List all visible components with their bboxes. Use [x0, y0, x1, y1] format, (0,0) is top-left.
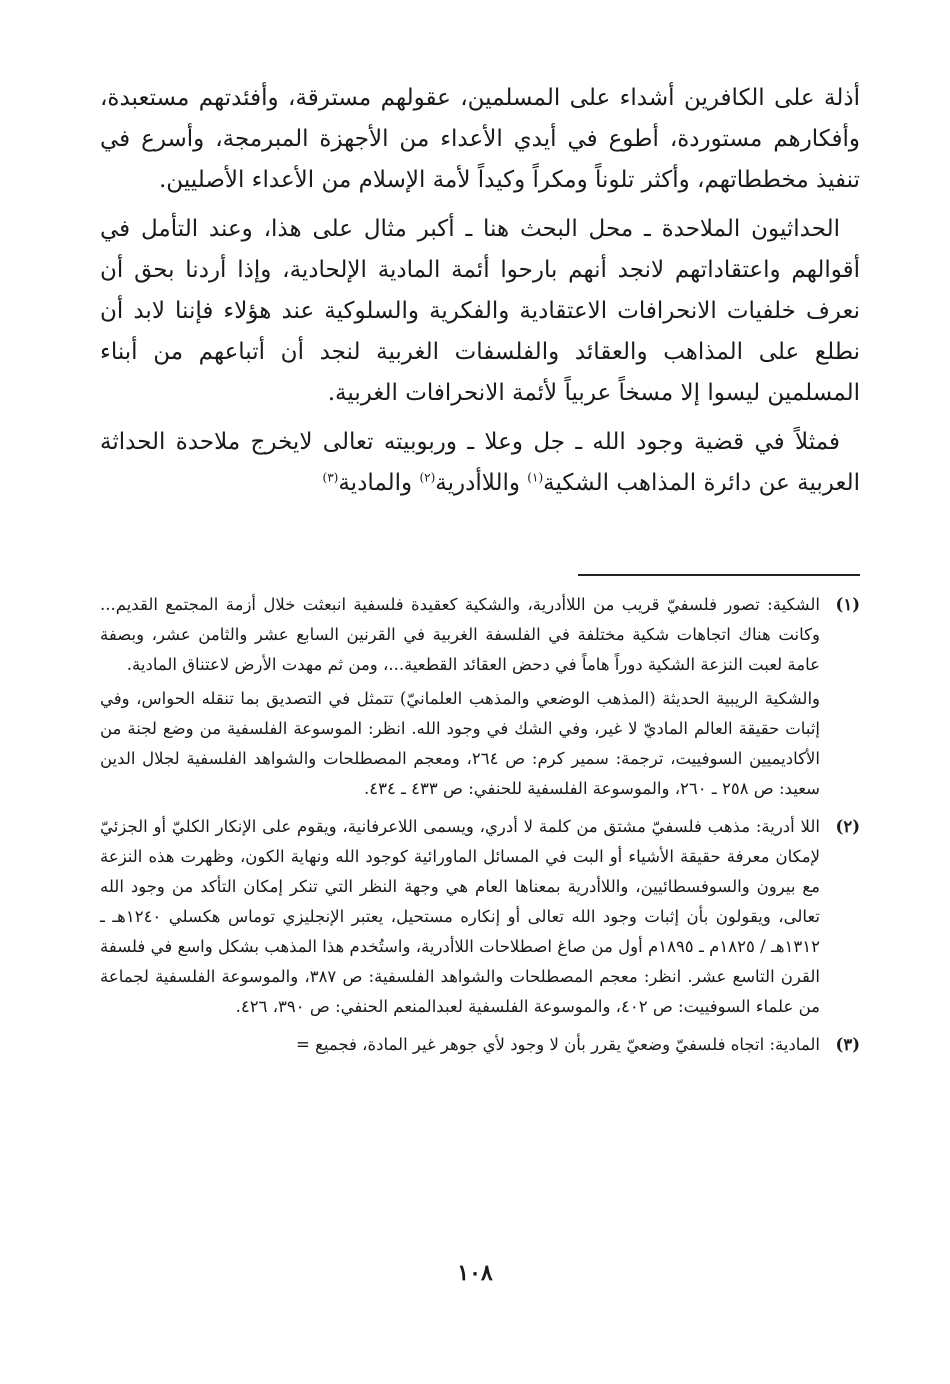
paragraph-3-text-c: والمادية	[338, 470, 420, 496]
body-text-block	[100, 78, 860, 504]
paragraph-3-text-b: واللاأدرية	[435, 470, 528, 496]
page-number: ١٠٨	[457, 1260, 493, 1286]
footnote-number: (١)	[835, 595, 860, 614]
footnote-number: (٣)	[835, 1035, 860, 1054]
footnote-paragraph: اللا أدرية: مذهب فلسفيّ مشتق من كلمة لا أدري، ويسمى اللاعرفانية، ويقوم على الإنكار الكليّ أو الجزئيّ لإمكان معرفة حقيقة الأشياء أو البت في المسائل الماورائية كوجود الله ونهاية الكون، وظهرت هذه النزعة مع بيرون والسوفسطائيين، واللاأدرية بمعناها العام هي وجهة النظر التي تنكر إمكان التأكد من وجود الله تعالى، ويقولون بأن إثبات وجود الله تعالى أو إنكاره مستحيل، يعتبر الإنجليزي توماس هكسلي ١٢٤٠هـ ـ ١٣١٢هـ / ١٨٢٥م ـ ١٨٩٥م أول من صاغ اصطلاحات اللاأدرية، واستُخدم هذا المذهب بشكل واسع في فلسفة القرن التاسع عشر. انظر: معجم المصطلحات والشواهد الفلسفية: ص ٣٨٧، والموسوعة الفلسفية لجماعة من علماء السوفييت: ص ٤٠٢، والموسوعة الفلسفية لعبدالمنعم الحنفي: ص ٣٩٠، ٤٢٦.	[100, 817, 820, 1016]
footnote-body	[100, 812, 820, 1026]
footnotes	[100, 590, 860, 1068]
paragraph-3	[100, 422, 860, 504]
footnote-body	[100, 1030, 820, 1064]
footnote-1	[100, 590, 860, 808]
footnote-ref-1[interactable]: (١)	[527, 470, 544, 485]
footnote-ref-3[interactable]: (٣)	[322, 470, 339, 485]
footnote-paragraph: والشكية الريبية الحديثة (المذهب الوضعي والمذهب العلمانيّ) تتمثل في التصديق بما تنقله الحواس، وفي إثبات حقيقة العالم الماديّ لا غير، وفي الشك في وجود الله. انظر: الموسوعة الفلسفية من وضع لجنة من الأكاديميين السوفييت، ترجمة: سمير كرم: ص ٢٦٤، ومعجم المصطلحات والشواهد الفلسفية لجلال الدين سعيد: ص ٢٥٨ ـ ٢٦٠، والموسوعة الفلسفية للحنفي: ص ٤٣٣ ـ ٤٣٤.	[100, 689, 820, 798]
footnote-body	[100, 590, 820, 808]
footnote-3	[100, 1030, 860, 1064]
paragraph-2: الحداثيون الملاحدة ـ محل البحث هنا ـ أكبر مثال على هذا، وعند التأمل في أقوالهم واعتقاداتهم لانجد أنهم بارحوا أئمة المادية الإلحادية، وإذا أردنا بحق أن نعرف خلفيات الانحرافات الاعتقادية والفكرية والسلوكية عند هؤلاء فإننا لابد أن نطلع على المذاهب والعقائد والفلسفات الغربية لنجد أن أتباعهم من أبناء المسلمين ليسوا إلا مسخاً عربياً لأئمة الانحرافات الغربية.	[100, 216, 860, 406]
footnote-paragraph: الشكية: تصور فلسفيّ قريب من اللاأدرية، والشكية كعقيدة فلسفية انبعثت خلال أزمة المجتمع القديم... وكانت هناك اتجاهات شكية مختلفة في الفلسفة الغربية في القرنين السابع عشر والثامن عشر، وبصفة عامة لعبت النزعة الشكية دوراً هاماً في دحض العقائد القطعية...، ومن ثم مهدت الأرض لاعتناق المادية.	[100, 595, 820, 674]
footnote-ref-2[interactable]: (٢)	[419, 470, 436, 485]
footnote-divider	[578, 574, 860, 576]
main-text	[100, 78, 860, 512]
paragraph-1: أذلة على الكافرين أشداء على المسلمين، عقولهم مسترقة، وأفئدتهم مستعبدة، وأفكارهم مستوردة، أطوع في أيدي الأعداء من الأجهزة المبرمجة، وأسرع في تنفيذ مخططاتهم، وأكثر تلوناً ومكراً وكيداً لأمة الإسلام من الأعداء الأصليين.	[100, 85, 860, 193]
footnote-paragraph: المادية: اتجاه فلسفيّ وضعيّ يقرر بأن لا وجود لأي جوهر غير المادة، فجميع =	[296, 1035, 820, 1054]
paragraph-3-text-a: فمثلاً في قضية وجود الله ـ جل وعلا ـ وربوبيته تعالى لايخرج ملاحدة الحداثة العربية عن دائرة المذاهب الشكية	[100, 429, 860, 496]
footnote-number: (٢)	[835, 817, 860, 836]
footnote-2	[100, 812, 860, 1026]
